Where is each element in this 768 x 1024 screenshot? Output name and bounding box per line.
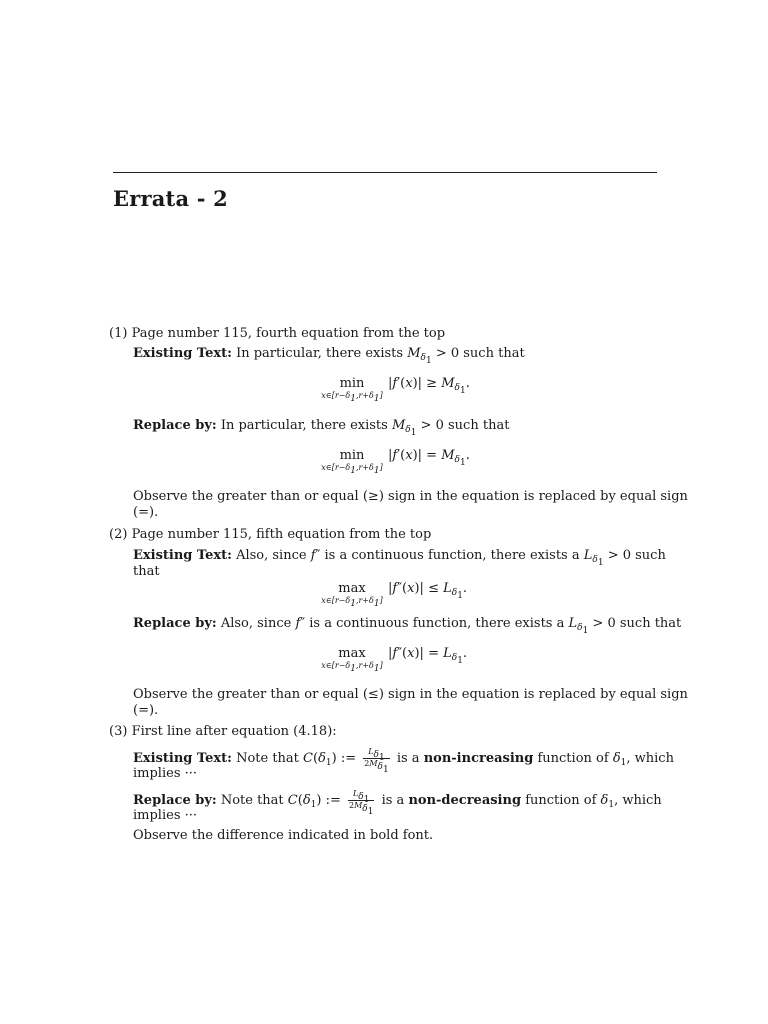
item-3-existing-line: Existing Text: Note that $C(\delta_1)$ := $\frac{L_{\delta_1}}{2M_{\delta_1}}$ is a non-increasing function of $\delta_1$, which <box>133 747 674 775</box>
item-1-existing-label: Existing Text: <box>133 346 232 361</box>
item-3-existing-fraction: $\frac{L_{\delta_1}}{2M_{\delta_1}}$ <box>364 747 389 775</box>
item-3-replace-mid: is a <box>381 793 405 808</box>
header-rule <box>113 172 657 173</box>
item-2-replace-line: Replace by: Also, since f″ is a continuous function, there exists a $L_{\delta_1} > 0$ such that <box>133 616 682 636</box>
item-2-note-2: (=). <box>133 703 159 718</box>
item-1-note-2: (=). <box>133 505 159 520</box>
item-1-heading-line <box>109 326 445 342</box>
item-3-number: (3) <box>109 724 128 739</box>
item-3-existing-text: Note that <box>236 751 299 766</box>
item-2-existing-label: Existing Text: <box>133 548 232 563</box>
item-2-eq1-rel: ≤ <box>428 581 439 596</box>
item-1-replace-tail: such that <box>448 418 510 433</box>
item-3-replace-label: Replace by: <box>133 793 217 808</box>
item-2-number: (2) <box>109 527 128 542</box>
item-2-existing-line: Existing Text: Also, since f″ is a continuous function, there exists a $L_{\delta_1} > 0$ such <box>133 548 666 568</box>
item-1-note-1: Observe the greater than or equal (≥) sign in the equation is replaced by equal sign <box>133 489 688 504</box>
item-1-replace-text: In particular, there exists <box>220 418 388 433</box>
item-2-replace-label: Replace by: <box>133 616 217 631</box>
item-1-heading: Page number 115, fourth equation from the top <box>131 326 446 341</box>
page-title: Errata - 2 <box>113 186 228 211</box>
item-3-existing-label: Existing Text: <box>133 751 232 766</box>
item-2-replace-mid: is a continuous function, there exists a <box>309 616 565 631</box>
item-3-heading: First line after equation (4.18): <box>131 724 337 739</box>
item-2-existing-text: Also, since <box>236 548 307 563</box>
item-2-heading-line <box>109 527 431 543</box>
item-1-eq1-rel: ≥ <box>426 376 438 391</box>
item-2-existing-line-2: that <box>133 564 160 579</box>
item-1-replace-line: Replace by: In particular, there exists $M_{\delta_1} > 0$ such that <box>133 418 510 438</box>
item-1-existing-text: In particular, there exists <box>236 346 404 361</box>
item-3-replace-line: Replace by: Note that $C(\delta_1)$ := $\frac{L_{\delta_1}}{2M_{\delta_1}}$ is a non-decreasing function of $\delta_1$, which <box>133 789 662 817</box>
item-3-existing-line-2: implies ··· <box>133 766 198 781</box>
item-2-eq2-rel: = <box>428 646 439 661</box>
item-2-note-1: Observe the greater than or equal (≤) sign in the equation is replaced by equal sign <box>133 687 688 702</box>
item-1-existing-line: Existing Text: In particular, there exists $M_{\delta_1} > 0$ such that <box>133 346 525 366</box>
item-3-existing-bold: non-increasing <box>423 751 534 766</box>
item-3-note-1: Observe the difference indicated in bold font. <box>133 828 434 843</box>
item-2-replace-tail: such that <box>619 616 682 631</box>
item-1-number: (1) <box>109 326 128 341</box>
item-2-heading: Page number 115, fifth equation from the top <box>131 527 432 542</box>
item-2-eq1-op: max <box>338 581 366 596</box>
item-3-existing-mid: is a <box>396 751 420 766</box>
item-1-existing-tail: such that <box>463 346 525 361</box>
item-3-replace-bold: non-decreasing <box>408 793 522 808</box>
item-3-replace-text: Note that <box>220 793 284 808</box>
item-1-existing-equation: min $x\in[r-\delta_1,r+\delta_1]$ $|f'(x)| \ge M_{\delta_1}$. <box>0 377 768 409</box>
item-2-existing-mid: is a continuous function, there exists a <box>324 548 580 563</box>
item-2-existing-tail: such <box>635 548 666 563</box>
item-1-replace-equation: min $x\in[r-\delta_1,r+\delta_1]$ $|f'(x)| = M_{\delta_1}$. <box>0 449 768 481</box>
item-3-replace-line-2: implies ··· <box>133 808 198 823</box>
item-2-replace-text: Also, since <box>220 616 292 631</box>
item-3-existing-tail: function of <box>537 751 609 766</box>
item-2-replace-equation: max $x\in[r-\delta_1,r+\delta_1]$ $|f''(x)| = L_{\delta_1}$. <box>0 647 768 679</box>
item-3-replace-tail: function of <box>525 793 597 808</box>
item-2-existing-equation: max $x\in[r-\delta_1,r+\delta_1]$ $|f''(x)| \le L_{\delta_1}$. <box>0 582 768 614</box>
item-3-replace-fraction: $\frac{L_{\delta_1}}{2M_{\delta_1}}$ <box>349 789 374 817</box>
item-1-eq1-op: min <box>339 376 365 391</box>
item-1-eq2-op: min <box>339 448 365 463</box>
item-1-replace-label: Replace by: <box>133 418 217 433</box>
item-3-heading-line <box>109 724 337 740</box>
item-1-eq2-rel: = <box>426 448 438 463</box>
item-2-eq2-op: max <box>338 646 366 661</box>
